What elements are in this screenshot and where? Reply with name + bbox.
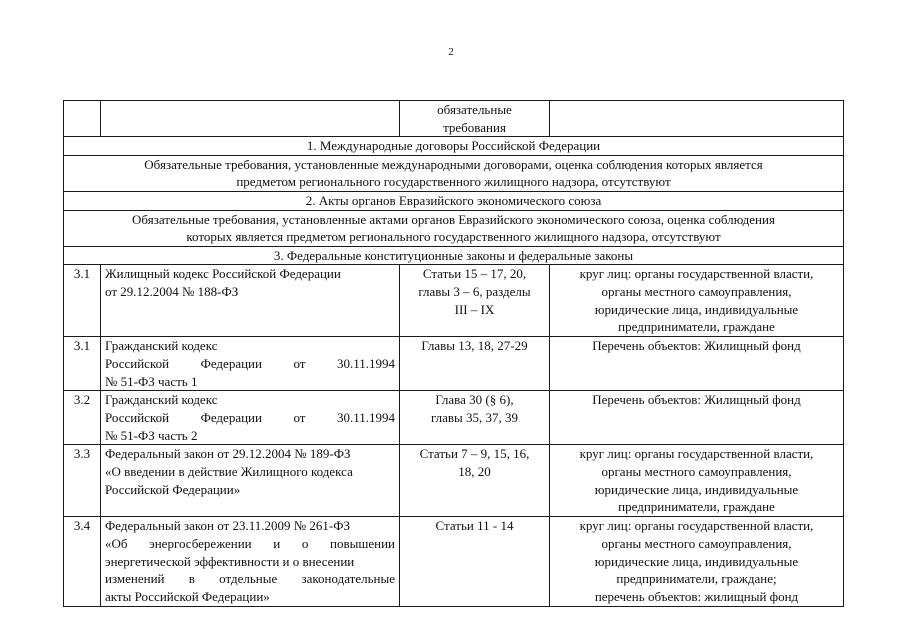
document-line-word: о [301, 535, 309, 551]
scope-of-application: круг лиц: органы государственной власти, органы местного самоуправления, юридические лица, индивидуальные предприниматели, граждане [550, 445, 844, 517]
document-line [105, 409, 395, 427]
document-line-word: изменений [105, 571, 165, 587]
header-refs-cell: обязательные требования [400, 101, 550, 137]
document-title [101, 337, 400, 391]
row-number: 3.2 [64, 391, 101, 445]
document-line: Гражданский кодекс [105, 338, 218, 354]
header-document-cell [101, 101, 400, 137]
section-note-text: Обязательные требования, установленные международными договорами, оценка соблюдения которых является предметом регионального государственного жилищного надзора, отсутствуют [64, 155, 844, 191]
row-number: 3.4 [64, 517, 101, 607]
document-line: «О введении в действие Жилищного кодекса [105, 463, 353, 479]
structural-units: Статьи 11 - 14 [400, 517, 550, 607]
scope-of-application: Перечень объектов: Жилищный фонд [550, 337, 844, 391]
table-header-row [64, 101, 844, 137]
row-number: 3.1 [64, 337, 101, 391]
document-line: № 51-ФЗ часть 1 [105, 373, 198, 389]
document-line [105, 355, 395, 373]
document-line: Федеральный закон от 29.12.2004 № 189-ФЗ [105, 446, 351, 462]
document-line-word: отдельные [219, 571, 278, 587]
document-line-word: 30.11.1994 [336, 409, 395, 425]
document-line: акты Российской Федерации» [105, 588, 270, 604]
header-scope-cell [550, 101, 844, 137]
document-line [105, 570, 395, 588]
table-row [64, 517, 844, 607]
document-line: № 51-ФЗ часть 2 [105, 427, 198, 443]
section-heading-3 [64, 246, 844, 265]
document-title [101, 391, 400, 445]
document-line-word: Федерации [200, 355, 262, 371]
document-line-word: Российской [105, 409, 170, 425]
structural-units: Статьи 7 – 9, 15, 16, 18, 20 [400, 445, 550, 517]
row-number: 3.3 [64, 445, 101, 517]
document-line-word: «Об [105, 535, 128, 551]
table-row [64, 391, 844, 445]
document-line-word: 30.11.1994 [336, 355, 395, 371]
document-title [101, 517, 400, 607]
document-line-word: от [293, 409, 306, 425]
document-line-word: и [273, 535, 281, 551]
document-line-word: Федерации [200, 409, 262, 425]
document-line-word: законодательные [301, 571, 395, 587]
document-line: Федеральный закон от 23.11.2009 № 261-ФЗ [105, 518, 351, 534]
structural-units: Глава 30 (§ 6), главы 35, 37, 39 [400, 391, 550, 445]
document-title [101, 265, 400, 337]
scope-of-application: Перечень объектов: Жилищный фонд [550, 391, 844, 445]
structural-units: Статьи 15 – 17, 20, главы 3 – 6, разделы III – IX [400, 265, 550, 337]
table-row [64, 265, 844, 337]
document-line-word: в [188, 571, 195, 587]
document-title [101, 445, 400, 517]
document-line: от 29.12.2004 № 188-ФЗ [105, 283, 239, 299]
document-line: энергетической эффективности и о внесении [105, 553, 355, 569]
scope-of-application: круг лиц: органы государственной власти, органы местного самоуправления, юридические лица, индивидуальные предприниматели, граждане [550, 265, 844, 337]
table-row [64, 445, 844, 517]
section-note-2 [64, 210, 844, 246]
structural-units: Главы 13, 18, 27-29 [400, 337, 550, 391]
document-line: Российской Федерации» [105, 481, 241, 497]
row-number: 3.1 [64, 265, 101, 337]
requirements-table [63, 100, 844, 607]
scope-of-application: круг лиц: органы государственной власти, органы местного самоуправления, юридические лица, индивидуальные предприниматели, граждане; перечень объектов: жилищный фонд [550, 517, 844, 607]
section-heading-1 [64, 137, 844, 156]
page-number: 2 [448, 46, 454, 58]
document-line: Жилищный кодекс Российской Федерации [105, 266, 341, 282]
document-line [105, 535, 395, 553]
section-title: 2. Акты органов Евразийского экономического союза [64, 191, 844, 210]
section-title: 1. Международные договоры Российской Федерации [64, 137, 844, 156]
header-num-cell [64, 101, 101, 137]
document-line: Гражданский кодекс [105, 392, 218, 408]
document-line-word: повышении [330, 535, 395, 551]
section-note-1 [64, 155, 844, 191]
document-line-word: Российской [105, 355, 170, 371]
section-title: 3. Федеральные конституционные законы и федеральные законы [64, 246, 844, 265]
document-line-word: энергосбережении [149, 535, 252, 551]
section-heading-2 [64, 191, 844, 210]
table-row [64, 337, 844, 391]
section-note-text: Обязательные требования, установленные актами органов Евразийского экономического союза, оценка соблюдения которых является предметом регионального государственного жилищного надзора, отсутствуют [64, 210, 844, 246]
document-line-word: от [293, 355, 306, 371]
